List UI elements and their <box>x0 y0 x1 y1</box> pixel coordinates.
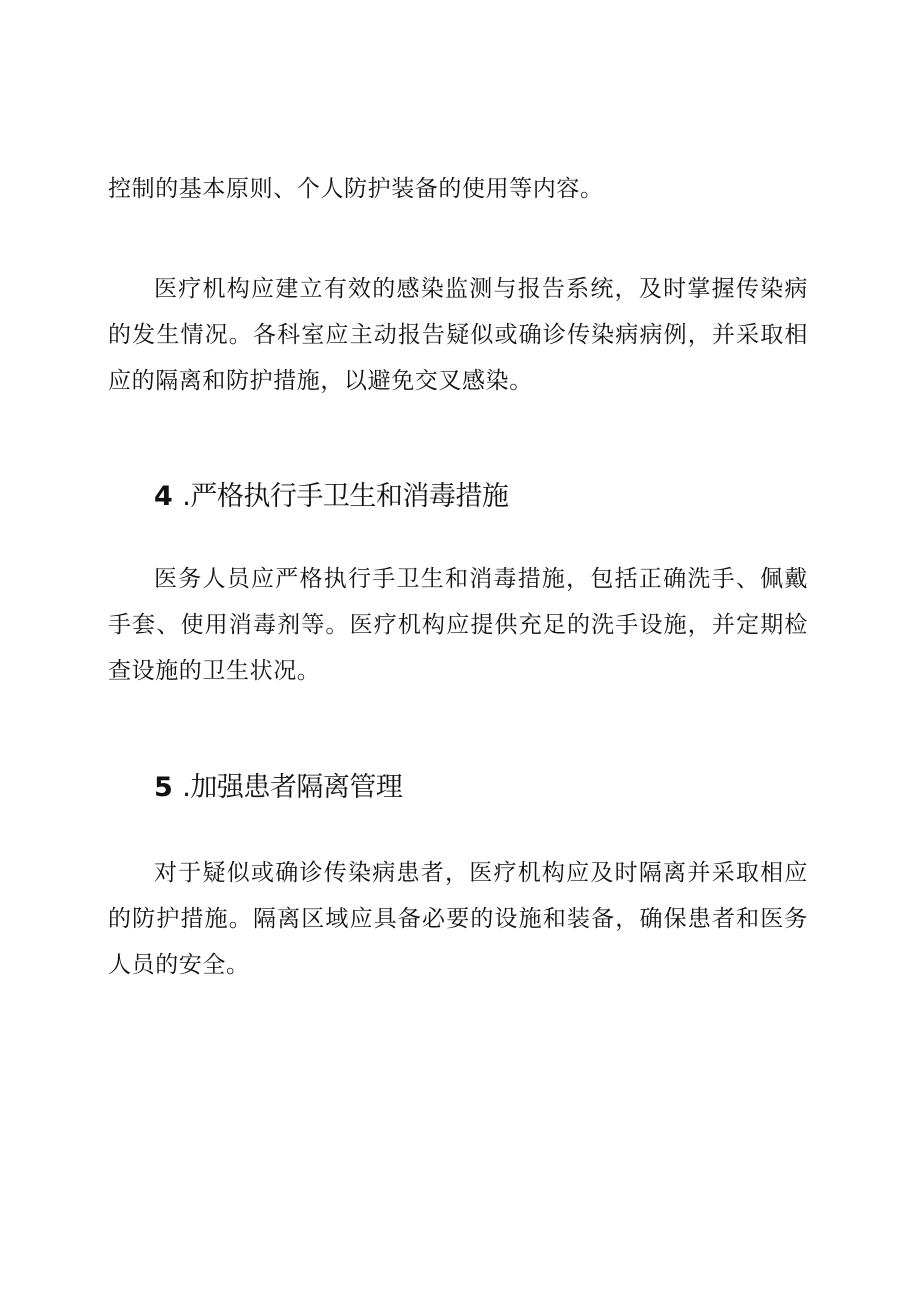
paragraph-continuation: 控制的基本原则、个人防护装备的使用等内容。 <box>108 176 604 202</box>
section-title-5: .加强患者隔离管理 <box>182 772 403 803</box>
paragraph-patient-isolation: 对于疑似或确诊传染病患者，医疗机构应及时隔离并采取相应的防护措施。隔离区域应具备必要的设施和装备，确保患者和医务人员的安全。 <box>108 860 808 978</box>
section-heading-5 <box>154 768 402 808</box>
section-number-5: 5 <box>154 772 173 803</box>
section-heading-4 <box>154 477 508 517</box>
section-number-4: 4 <box>154 481 173 512</box>
paragraph-hand-hygiene: 医务人员应严格执行手卫生和消毒措施，包括正确洗手、佩戴手套、使用消毒剂等。医疗机构应提供充足的洗手设施，并定期检查设施的卫生状况。 <box>108 566 808 684</box>
paragraph-infection-monitoring: 医疗机构应建立有效的感染监测与报告系统，及时掌握传染病的发生情况。各科室应主动报告疑似或确诊传染病病例，并采取相应的隔离和防护措施，以避免交叉感染。 <box>108 276 808 394</box>
section-title-4: .严格执行手卫生和消毒措施 <box>182 481 509 512</box>
